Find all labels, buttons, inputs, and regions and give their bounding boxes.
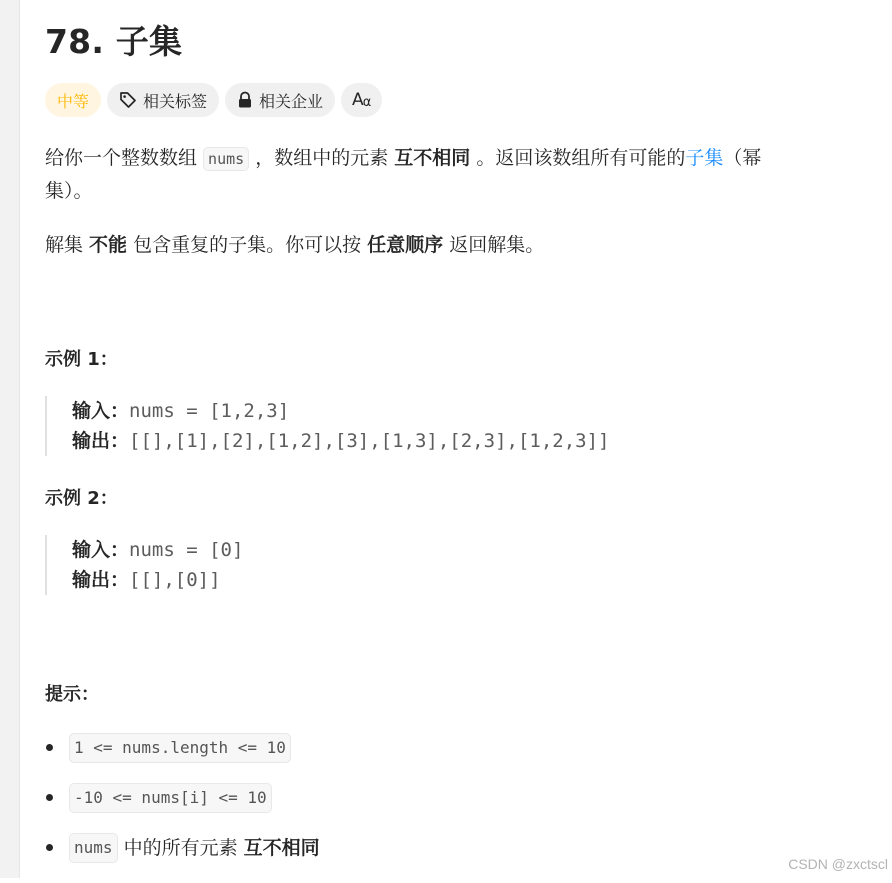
constraint-code: 1 <= nums.length <= 10 — [69, 733, 291, 763]
description-paragraph-1: 给你一个整数数组 nums ，数组中的元素 互不相同 。返回该数组所有可能的子集（幂 集）。 — [45, 147, 762, 202]
bullet-icon — [46, 794, 53, 801]
description-paragraph-2: 解集 不能 包含重复的子集。你可以按 任意顺序 返回解集。 — [45, 234, 545, 256]
example-2-input: 输入：nums = [0] — [72, 539, 244, 561]
hints-title: 提示： — [45, 684, 99, 705]
constraint-code: nums — [69, 833, 118, 863]
problem-tags — [45, 83, 382, 117]
example-1-input: 输入：nums = [1,2,3] — [72, 400, 290, 422]
related-companies-label: 相关企业 — [259, 91, 324, 111]
left-panel-edge — [0, 0, 20, 878]
problem-title: 78. 子集 — [45, 22, 183, 61]
tag-icon — [119, 91, 137, 109]
lock-icon — [237, 91, 253, 109]
difficulty-badge[interactable] — [45, 83, 101, 117]
example-2-block — [45, 535, 772, 595]
list-item: nums 中的所有元素 互不相同 — [45, 833, 320, 883]
bold-text: 互不相同 — [394, 147, 471, 169]
example-1-title: 示例 1： — [45, 349, 118, 370]
translate-icon: A α — [352, 90, 372, 110]
constraint-code: -10 <= nums[i] <= 10 — [69, 783, 272, 813]
constraints-list — [45, 733, 320, 883]
translate-button[interactable] — [341, 83, 382, 117]
example-2-output: 输出：[[],[0]] — [72, 569, 221, 591]
watermark: CSDN @zxctscl — [788, 856, 888, 872]
bold-text: 互不相同 — [243, 837, 320, 859]
related-tags-button[interactable] — [107, 83, 219, 117]
inline-code-nums: nums — [203, 147, 249, 171]
bullet-icon — [46, 844, 53, 851]
related-companies-button[interactable] — [225, 83, 335, 117]
bullet-icon — [46, 744, 53, 751]
difficulty-label: 中等 — [57, 91, 90, 111]
list-item — [45, 783, 320, 833]
subset-link[interactable]: 子集 — [685, 147, 724, 169]
bold-text: 任意顺序 — [367, 234, 444, 256]
example-1-output: 输出：[[],[1],[2],[1,2],[3],[1,3],[2,3],[1,2,3]] — [72, 430, 610, 452]
example-1-block — [45, 396, 772, 456]
bold-text: 不能 — [89, 234, 128, 256]
list-item — [45, 733, 320, 783]
example-2-title: 示例 2： — [45, 488, 118, 509]
related-tags-label: 相关标签 — [143, 91, 208, 111]
